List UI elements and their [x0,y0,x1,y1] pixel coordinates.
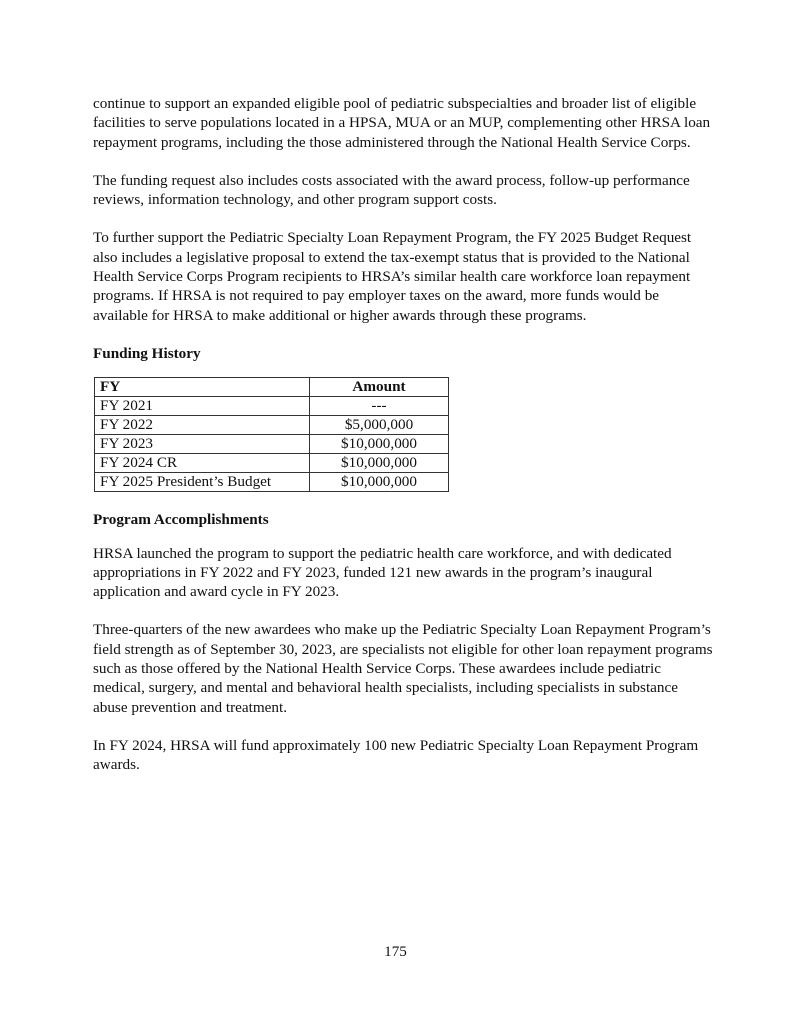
cell-amount: $10,000,000 [310,435,449,454]
table-row [95,435,449,454]
funding-history-heading: Funding History [93,344,201,362]
table-row [95,473,449,492]
cell-amount: $5,000,000 [310,416,449,435]
table-header-row [95,378,449,397]
cell-fy: FY 2022 [95,416,310,435]
accomplishments-paragraph: Three-quarters of the new awardees who make up the Pediatric Specialty Loan Repayment Program’s field strength as of September 30, 2023, are specialists not eligible for other loan repayment programs such as those offered by the National Health Service Corps. These awardees include pediatric medical, surgery, and mental and behavioral health specialists, including specialists in substance abuse prevention and treatment. [93,621,713,716]
cell-fy: FY 2021 [95,397,310,416]
cell-fy: FY 2025 President’s Budget [95,473,310,492]
accomplishments-heading: Program Accomplishments [93,511,269,529]
cell-amount: $10,000,000 [310,473,449,492]
header-fy: FY [95,378,310,397]
table-row [95,416,449,435]
intro-paragraph: To further support the Pediatric Specialty Loan Repayment Program, the FY 2025 Budget Request also includes a legislative proposal to extend the tax-exempt status that is provided to the National Health Service Corps Program recipients to HRSA’s similar health care workforce loan repayment programs. If HRSA is not required to pay employer taxes on the award, more funds would be available for HRSA to make additional or higher awards through these programs. [93,229,692,324]
accomplishments-paragraph: HRSA launched the program to support the pediatric health care workforce, and with dedicated appropriations in FY 2022 and FY 2023, funded 121 new awards in the program’s inaugural application and award cycle in FY 2023. [93,544,672,601]
intro-paragraph: The funding request also includes costs associated with the award process, follow-up performance reviews, information technology, and other program support costs. [93,171,690,209]
cell-amount: $10,000,000 [310,454,449,473]
table-row [95,397,449,416]
header-amount: Amount [310,378,449,397]
funding-history-table [94,377,449,492]
table-row [95,454,449,473]
accomplishments-paragraph: In FY 2024, HRSA will fund approximately 100 new Pediatric Specialty Loan Repayment Program awards. [93,736,699,774]
cell-fy: FY 2023 [95,435,310,454]
document-page [93,94,713,794]
intro-paragraph: continue to support an expanded eligible pool of pediatric subspecialties and broader list of eligible facilities to serve populations located in a HPSA, MUA or an MUP, complementing other HRSA loan repayment programs, including the those administered through the National Health Service Corps. [93,95,711,151]
page-number: 175 [384,943,407,960]
cell-fy: FY 2024 CR [95,454,310,473]
cell-amount: --- [310,397,449,416]
